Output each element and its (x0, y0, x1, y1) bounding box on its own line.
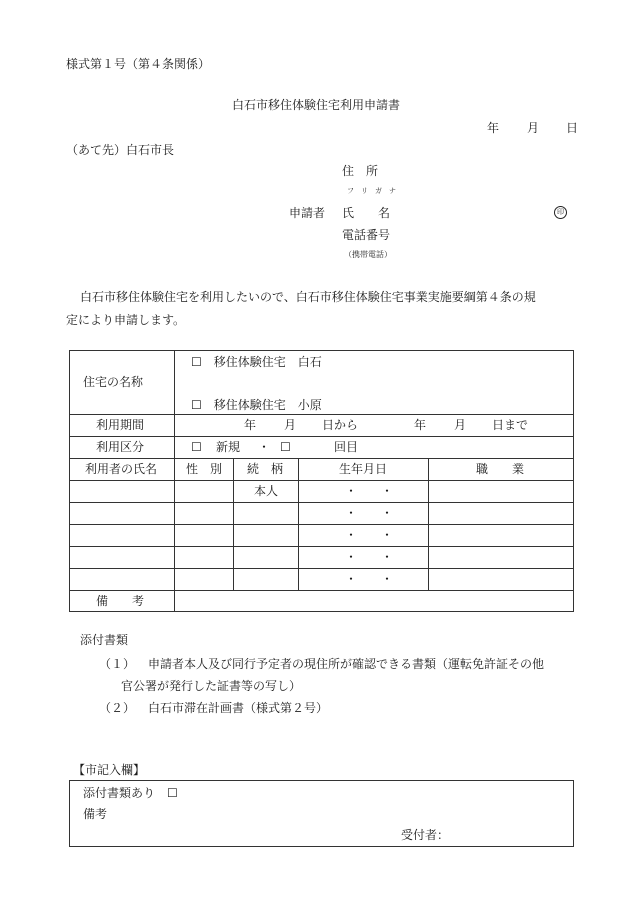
table-rule (69, 414, 574, 415)
form-number: 様式第１号（第４条関係） (66, 57, 211, 71)
relation-cell: 本人 (253, 484, 279, 498)
checkbox-icon[interactable]: ☐ (191, 355, 202, 369)
period-until: 日まで (492, 418, 529, 432)
furigana-label: フ リ ガ ナ (347, 187, 396, 195)
house-option-shiroishi[interactable] (191, 355, 322, 369)
category-new-label: 新規 (216, 440, 241, 454)
receiver-label: 受付者： (401, 828, 450, 842)
period-from: 日から (322, 418, 359, 432)
category-label: 利用区分 (96, 440, 145, 454)
date-month: 月 (527, 121, 540, 135)
house-option-ohara[interactable] (191, 398, 322, 412)
table-rule (233, 458, 234, 590)
form-title: 白石市移住体験住宅利用申請書 (231, 98, 401, 112)
birth-date-cell: ・ ・ (344, 572, 394, 586)
birth-date-cell: ・ ・ (344, 484, 394, 498)
category-new-checkbox[interactable]: ☐ (191, 440, 202, 454)
table-rule (298, 458, 299, 590)
category-separator: ・ (258, 440, 271, 454)
attached-documents-check[interactable]: 添付書類あり ☐ (83, 786, 178, 800)
attachment-text-1-continued: 官公署が発行した証書等の写し） (121, 679, 302, 693)
header-sex: 性 別 (185, 462, 223, 476)
table-rule (69, 590, 574, 591)
attachment-text-1: 申請者本人及び同行予定者の現住所が確認できる書類（運転免許証その他 (148, 657, 545, 671)
attachments-heading: 添付書類 (80, 633, 129, 647)
period-month-from: 月 (284, 418, 297, 432)
table-rule (69, 458, 574, 459)
seal-icon: 印 (554, 206, 567, 219)
phone-label: 電話番号 (342, 228, 391, 242)
name-label: 氏 名 (342, 206, 391, 220)
house-name-label: 住宅の名称 (83, 375, 144, 389)
attachment-number-2: （２） (99, 701, 136, 715)
addressee: （あて先）白石市長 (66, 143, 175, 157)
table-rule (69, 502, 574, 503)
checkbox-icon[interactable]: ☐ (191, 398, 202, 412)
table-rule (69, 524, 574, 525)
birth-date-cell: ・ ・ (344, 528, 394, 542)
table-rule (69, 546, 574, 547)
category-times-label: 回目 (334, 440, 359, 454)
birth-date-cell: ・ ・ (344, 550, 394, 564)
house-option-label: 移住体験住宅 白石 (213, 355, 322, 369)
city-section-heading: 【市記入欄】 (73, 763, 146, 777)
date-year: 年 (487, 121, 500, 135)
period-year-from: 年 (244, 418, 257, 432)
request-text-line-2: 定により申請します。 (66, 313, 186, 327)
header-relation: 続 柄 (246, 462, 284, 476)
period-year-until: 年 (414, 418, 427, 432)
address-label: 住 所 (342, 164, 379, 178)
attachment-text-2: 白石市滞在計画書（様式第２号） (148, 701, 329, 715)
header-occupation: 職 業 (475, 462, 525, 476)
table-border (69, 350, 574, 612)
table-rule (69, 480, 574, 481)
period-label: 利用期間 (96, 418, 145, 432)
request-text-line-1: 白石市移住体験住宅を利用したいので、白石市移住体験住宅事業実施要綱第４条の規 (80, 290, 536, 304)
birth-date-cell: ・ ・ (344, 506, 394, 520)
header-user-name: 利用者の氏名 (84, 462, 158, 476)
applicant-label: 申請者 (289, 206, 326, 220)
table-rule (69, 568, 574, 569)
table-rule (69, 436, 574, 437)
city-remarks-label: 備考 (83, 807, 108, 821)
table-rule (174, 350, 175, 612)
mobile-label: （携帯電話） (344, 250, 392, 259)
remarks-label: 備 考 (96, 594, 145, 608)
attachment-number-1: （１） (99, 657, 136, 671)
category-times-checkbox[interactable]: ☐ (280, 440, 291, 454)
date-day: 日 (566, 121, 579, 135)
table-rule (428, 458, 429, 590)
period-month-until: 月 (454, 418, 467, 432)
header-birth-date: 生年月日 (338, 462, 388, 476)
house-option-label: 移住体験住宅 小原 (213, 398, 322, 412)
